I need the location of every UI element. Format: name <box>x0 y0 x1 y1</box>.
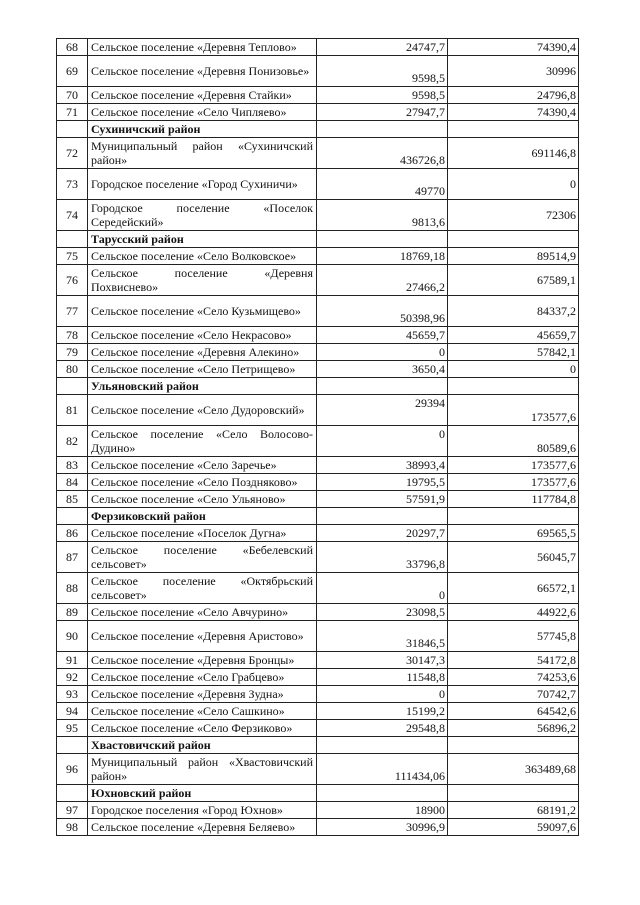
value-column-2: 89514,9 <box>448 248 579 265</box>
settlement-name: Сельское поселение «Бебелевский сельсовет» <box>88 542 317 573</box>
value-column-2: 80589,6 <box>448 426 579 457</box>
empty-cell <box>448 121 579 138</box>
value-column-1: 30147,3 <box>317 652 448 669</box>
row-number: 96 <box>57 754 88 785</box>
value-column-1: 9598,5 <box>317 56 448 87</box>
settlement-name: Городское поселения «Город Юхнов» <box>88 802 317 819</box>
value-column-1: 3650,4 <box>317 361 448 378</box>
settlement-name: Сельское поселение «Деревня Бронцы» <box>88 652 317 669</box>
value-column-1: 38993,4 <box>317 457 448 474</box>
settlement-name: Муниципальный район «Сухиничский район» <box>88 138 317 169</box>
table-row <box>57 426 579 457</box>
settlement-name: Сельское поселение «Село Ульяново» <box>88 491 317 508</box>
value-column-1: 15199,2 <box>317 703 448 720</box>
district-name: Сухиничский район <box>88 121 317 138</box>
settlement-name: Сельское поселение «Село Ферзиково» <box>88 720 317 737</box>
value-column-2: 54172,8 <box>448 652 579 669</box>
value-column-1: 23098,5 <box>317 604 448 621</box>
value-column-1: 11548,8 <box>317 669 448 686</box>
settlement-name: Сельское поселение «Село Поздняково» <box>88 474 317 491</box>
settlement-name: Сельское поселение «Деревня Стайки» <box>88 87 317 104</box>
value-column-2: 691146,8 <box>448 138 579 169</box>
table-row <box>57 703 579 720</box>
empty-cell <box>57 785 88 802</box>
settlement-name: Сельское поселение «Село Сашкино» <box>88 703 317 720</box>
table-row <box>57 573 579 604</box>
value-column-2: 84337,2 <box>448 296 579 327</box>
empty-cell <box>317 508 448 525</box>
value-column-1: 436726,8 <box>317 138 448 169</box>
value-column-2: 0 <box>448 361 579 378</box>
row-number: 94 <box>57 703 88 720</box>
value-column-1: 24747,7 <box>317 39 448 56</box>
table-row <box>57 525 579 542</box>
row-number: 84 <box>57 474 88 491</box>
row-number: 90 <box>57 621 88 652</box>
value-column-1: 29394 <box>317 395 448 426</box>
value-column-1: 57591,9 <box>317 491 448 508</box>
value-column-2: 0 <box>448 169 579 200</box>
value-column-2: 74253,6 <box>448 669 579 686</box>
budget-table <box>56 38 579 836</box>
settlement-name: Сельское поселение «Село Кузьмищево» <box>88 296 317 327</box>
table-row <box>57 138 579 169</box>
value-column-2: 363489,68 <box>448 754 579 785</box>
district-name: Ульяновский район <box>88 378 317 395</box>
row-number: 83 <box>57 457 88 474</box>
row-number: 88 <box>57 573 88 604</box>
settlement-name: Сельское поселение «Село Чипляево» <box>88 104 317 121</box>
table-row <box>57 669 579 686</box>
value-column-2: 56045,7 <box>448 542 579 573</box>
district-header-row <box>57 378 579 395</box>
settlement-name: Муниципальный район «Хвастовичский район» <box>88 754 317 785</box>
table-row <box>57 39 579 56</box>
settlement-name: Сельское поселение «Деревня Похвиснево» <box>88 265 317 296</box>
empty-cell <box>448 785 579 802</box>
value-column-1: 20297,7 <box>317 525 448 542</box>
row-number: 93 <box>57 686 88 703</box>
value-column-2: 56896,2 <box>448 720 579 737</box>
district-header-row <box>57 737 579 754</box>
row-number: 97 <box>57 802 88 819</box>
settlement-name: Сельское поселение «Поселок Дугна» <box>88 525 317 542</box>
empty-cell <box>57 508 88 525</box>
table-row <box>57 802 579 819</box>
table-row <box>57 686 579 703</box>
table-row <box>57 361 579 378</box>
table-row <box>57 344 579 361</box>
table-row <box>57 56 579 87</box>
value-column-1: 29548,8 <box>317 720 448 737</box>
empty-cell <box>57 231 88 248</box>
row-number: 78 <box>57 327 88 344</box>
value-column-2: 68191,2 <box>448 802 579 819</box>
table-row <box>57 87 579 104</box>
value-column-1: 27466,2 <box>317 265 448 296</box>
row-number: 72 <box>57 138 88 169</box>
settlement-name: Сельское поселение «Деревня Зудна» <box>88 686 317 703</box>
settlement-name: Сельское поселение «Деревня Понизовье» <box>88 56 317 87</box>
table-row <box>57 296 579 327</box>
value-column-2: 74390,4 <box>448 104 579 121</box>
district-name: Юхновский район <box>88 785 317 802</box>
row-number: 92 <box>57 669 88 686</box>
settlement-name: Сельское поселение «Деревня Теплово» <box>88 39 317 56</box>
district-name: Тарусский район <box>88 231 317 248</box>
value-column-1: 31846,5 <box>317 621 448 652</box>
settlement-name: Сельское поселение «Село Дудоровский» <box>88 395 317 426</box>
value-column-2: 67589,1 <box>448 265 579 296</box>
row-number: 89 <box>57 604 88 621</box>
table-row <box>57 169 579 200</box>
row-number: 86 <box>57 525 88 542</box>
value-column-1: 18900 <box>317 802 448 819</box>
row-number: 95 <box>57 720 88 737</box>
row-number: 98 <box>57 819 88 836</box>
empty-cell <box>317 121 448 138</box>
table-row <box>57 248 579 265</box>
value-column-2: 57745,8 <box>448 621 579 652</box>
settlement-name: Сельское поселение «Деревня Беляево» <box>88 819 317 836</box>
row-number: 85 <box>57 491 88 508</box>
value-column-1: 49770 <box>317 169 448 200</box>
row-number: 80 <box>57 361 88 378</box>
row-number: 69 <box>57 56 88 87</box>
table-row <box>57 104 579 121</box>
district-header-row <box>57 785 579 802</box>
empty-cell <box>448 737 579 754</box>
value-column-2: 24796,8 <box>448 87 579 104</box>
value-column-2: 59097,6 <box>448 819 579 836</box>
value-column-1: 30996,9 <box>317 819 448 836</box>
value-column-2: 173577,6 <box>448 474 579 491</box>
table-row <box>57 265 579 296</box>
value-column-2: 72306 <box>448 200 579 231</box>
value-column-2: 57842,1 <box>448 344 579 361</box>
value-column-2: 173577,6 <box>448 395 579 426</box>
value-column-2: 173577,6 <box>448 457 579 474</box>
row-number: 91 <box>57 652 88 669</box>
table-row <box>57 621 579 652</box>
district-name: Ферзиковский район <box>88 508 317 525</box>
row-number: 75 <box>57 248 88 265</box>
value-column-2: 69565,5 <box>448 525 579 542</box>
row-number: 87 <box>57 542 88 573</box>
row-number: 76 <box>57 265 88 296</box>
empty-cell <box>57 737 88 754</box>
value-column-1: 18769,18 <box>317 248 448 265</box>
value-column-2: 45659,7 <box>448 327 579 344</box>
row-number: 74 <box>57 200 88 231</box>
district-header-row <box>57 231 579 248</box>
value-column-2: 64542,6 <box>448 703 579 720</box>
value-column-1: 19795,5 <box>317 474 448 491</box>
value-column-1: 0 <box>317 573 448 604</box>
settlement-name: Сельское поселение «Село Петрищево» <box>88 361 317 378</box>
value-column-2: 66572,1 <box>448 573 579 604</box>
settlement-name: Сельское поселение «Село Заречье» <box>88 457 317 474</box>
district-name: Хвастовичский район <box>88 737 317 754</box>
settlement-name: Городское поселение «Поселок Середейский» <box>88 200 317 231</box>
value-column-1: 27947,7 <box>317 104 448 121</box>
settlement-name: Сельское поселение «Село Волковское» <box>88 248 317 265</box>
value-column-1: 0 <box>317 426 448 457</box>
value-column-2: 74390,4 <box>448 39 579 56</box>
district-header-row <box>57 508 579 525</box>
table-row <box>57 720 579 737</box>
table-body <box>57 39 579 836</box>
empty-cell <box>317 785 448 802</box>
value-column-1: 0 <box>317 344 448 361</box>
table-row <box>57 327 579 344</box>
value-column-1: 0 <box>317 686 448 703</box>
empty-cell <box>57 121 88 138</box>
value-column-2: 117784,8 <box>448 491 579 508</box>
value-column-1: 9813,6 <box>317 200 448 231</box>
table-row <box>57 491 579 508</box>
settlement-name: Сельское поселение «Деревня Алекино» <box>88 344 317 361</box>
value-column-2: 30996 <box>448 56 579 87</box>
empty-cell <box>448 378 579 395</box>
value-column-1: 33796,8 <box>317 542 448 573</box>
settlement-name: Сельское поселение «Село Авчурино» <box>88 604 317 621</box>
value-column-1: 111434,06 <box>317 754 448 785</box>
table-row <box>57 604 579 621</box>
empty-cell <box>317 378 448 395</box>
table-row <box>57 474 579 491</box>
table-row <box>57 395 579 426</box>
row-number: 73 <box>57 169 88 200</box>
settlement-name: Сельское поселение «Село Волосово-Дудино» <box>88 426 317 457</box>
row-number: 79 <box>57 344 88 361</box>
empty-cell <box>57 378 88 395</box>
settlement-name: Сельское поселение «Село Некрасово» <box>88 327 317 344</box>
value-column-2: 70742,7 <box>448 686 579 703</box>
table-row <box>57 200 579 231</box>
empty-cell <box>317 737 448 754</box>
value-column-1: 45659,7 <box>317 327 448 344</box>
row-number: 81 <box>57 395 88 426</box>
row-number: 71 <box>57 104 88 121</box>
row-number: 68 <box>57 39 88 56</box>
table-row <box>57 542 579 573</box>
table-row <box>57 457 579 474</box>
row-number: 77 <box>57 296 88 327</box>
settlement-name: Городское поселение «Город Сухиничи» <box>88 169 317 200</box>
empty-cell <box>448 508 579 525</box>
table-row <box>57 754 579 785</box>
settlement-name: Сельское поселение «Октябрьский сельсовет» <box>88 573 317 604</box>
empty-cell <box>317 231 448 248</box>
table-row <box>57 652 579 669</box>
value-column-1: 9598,5 <box>317 87 448 104</box>
value-column-2: 44922,6 <box>448 604 579 621</box>
row-number: 70 <box>57 87 88 104</box>
settlement-name: Сельское поселение «Деревня Аристово» <box>88 621 317 652</box>
empty-cell <box>448 231 579 248</box>
district-header-row <box>57 121 579 138</box>
value-column-1: 50398,96 <box>317 296 448 327</box>
settlement-name: Сельское поселение «Село Грабцево» <box>88 669 317 686</box>
row-number: 82 <box>57 426 88 457</box>
table-row <box>57 819 579 836</box>
